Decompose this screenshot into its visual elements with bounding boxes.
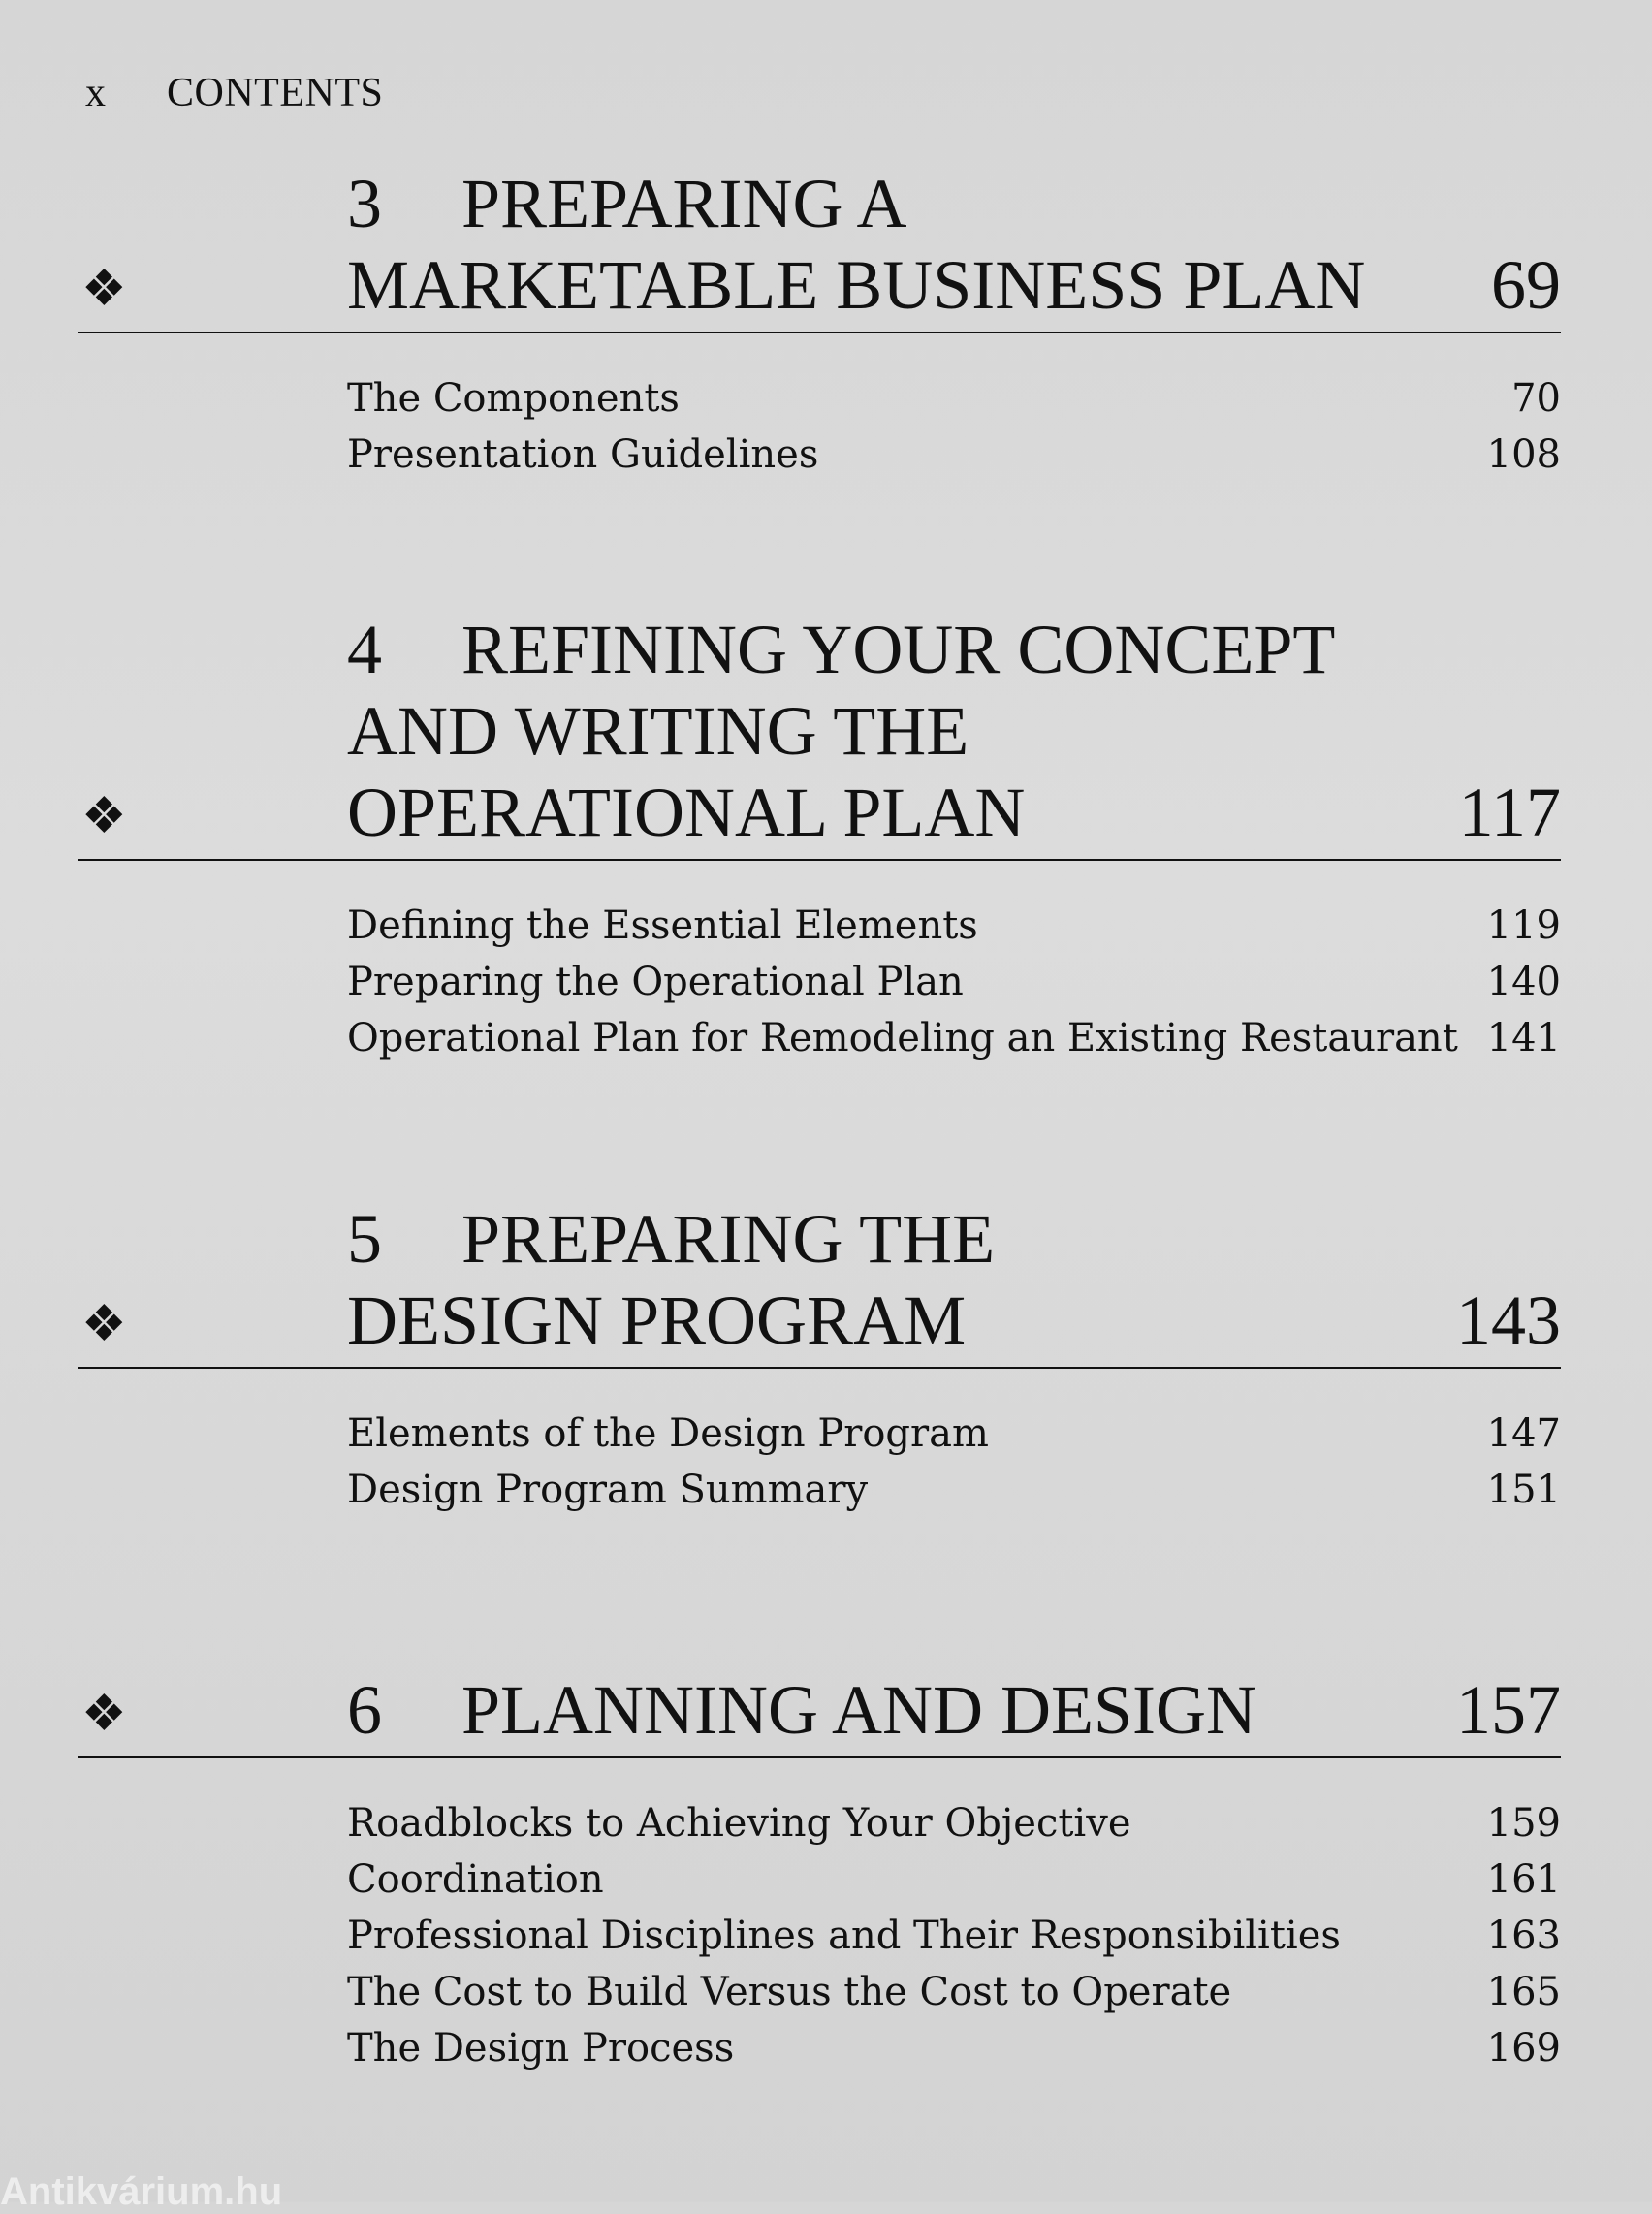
chapter-title	[347, 1198, 1414, 1361]
chapter-page-number: 143	[1456, 1281, 1561, 1359]
chapter-page-number: 117	[1458, 774, 1561, 851]
entry-page: 163	[1486, 1914, 1561, 1958]
toc-entry[interactable]	[347, 427, 1561, 483]
entry-title: The Components	[347, 376, 680, 421]
section-list	[347, 1795, 1561, 2076]
entry-title: Design Program Summary	[347, 1468, 869, 1512]
toc-entry[interactable]	[347, 898, 1561, 954]
chapter-title-line: DESIGN PROGRAM	[347, 1281, 967, 1359]
chapter-heading	[78, 609, 1561, 861]
entry-title: Elements of the Design Program	[347, 1411, 989, 1456]
chapter-title-line: REFINING YOUR CONCEPT	[461, 611, 1336, 688]
entry-page: 159	[1486, 1801, 1561, 1846]
entry-page: 169	[1486, 2026, 1561, 2071]
entry-page: 70	[1511, 376, 1561, 421]
chapter-page-number: 69	[1491, 246, 1561, 324]
chapter-number: 3	[347, 165, 382, 242]
toc-entry[interactable]	[347, 1462, 1561, 1518]
section-list	[347, 898, 1561, 1066]
entry-title: Presentation Guidelines	[347, 432, 819, 477]
diamond-ornament-icon: ❖	[81, 1295, 127, 1353]
section-list	[347, 370, 1561, 483]
toc-entry[interactable]	[347, 2020, 1561, 2076]
entry-title: Defining the Essential Elements	[347, 903, 978, 948]
entry-page: 141	[1486, 1016, 1561, 1060]
entry-page: 161	[1486, 1857, 1561, 1902]
diamond-ornament-icon: ❖	[81, 1685, 127, 1743]
entry-title: Professional Disciplines and Their Responsibilities	[347, 1914, 1341, 1958]
entry-title: The Design Process	[347, 2026, 735, 2071]
toc-entry[interactable]	[347, 1406, 1561, 1462]
running-head	[85, 70, 383, 116]
toc-entry[interactable]	[347, 1795, 1561, 1851]
chapter-heading	[78, 1198, 1561, 1369]
diamond-ornament-icon: ❖	[81, 787, 127, 845]
chapter-page-number: 157	[1456, 1671, 1561, 1749]
chapter-3	[78, 163, 1561, 483]
chapter-number: 6	[347, 1671, 382, 1749]
chapter-heading	[78, 1669, 1561, 1758]
chapter-number: 5	[347, 1200, 382, 1278]
chapter-4	[78, 609, 1561, 1066]
chapter-title	[347, 163, 1414, 326]
toc-entry[interactable]	[347, 1851, 1561, 1908]
chapter-heading	[78, 163, 1561, 333]
entry-title: The Cost to Build Versus the Cost to Operate	[347, 1970, 1232, 2014]
entry-page: 140	[1486, 960, 1561, 1004]
chapter-title	[347, 1669, 1414, 1751]
chapter-title-line: PREPARING THE	[461, 1200, 996, 1278]
section-list	[347, 1406, 1561, 1518]
chapter-5	[78, 1198, 1561, 1518]
chapter-number: 4	[347, 611, 382, 688]
toc-entry[interactable]	[347, 1908, 1561, 1964]
entry-title: Coordination	[347, 1857, 604, 1902]
watermark: Antikvárium.hu	[0, 2170, 283, 2213]
running-head-title: CONTENTS	[167, 71, 384, 115]
chapter-title-line: OPERATIONAL PLAN	[347, 774, 1026, 851]
entry-page: 119	[1486, 903, 1561, 948]
chapter-6	[78, 1669, 1561, 2076]
entry-page: 151	[1486, 1468, 1561, 1512]
chapter-title-line: MARKETABLE BUSINESS PLAN	[347, 246, 1366, 324]
chapter-title-line: AND WRITING THE	[347, 692, 969, 770]
diamond-ornament-icon: ❖	[81, 260, 127, 318]
entry-title: Roadblocks to Achieving Your Objective	[347, 1801, 1131, 1846]
entry-page: 108	[1486, 432, 1561, 477]
toc-entry[interactable]	[347, 370, 1561, 427]
entry-page: 165	[1486, 1970, 1561, 2014]
toc-entry[interactable]	[347, 1964, 1561, 2020]
entry-title: Preparing the Operational Plan	[347, 960, 964, 1004]
chapter-title	[347, 609, 1414, 853]
entry-title: Operational Plan for Remodeling an Existing Restaurant	[347, 1016, 1458, 1060]
chapter-title-line: PREPARING A	[461, 165, 907, 242]
folio: x	[85, 71, 107, 115]
chapter-title-line: PLANNING AND DESIGN	[461, 1671, 1256, 1749]
toc-entry[interactable]	[347, 1010, 1561, 1066]
entry-page: 147	[1486, 1411, 1561, 1456]
toc-entry[interactable]	[347, 954, 1561, 1010]
